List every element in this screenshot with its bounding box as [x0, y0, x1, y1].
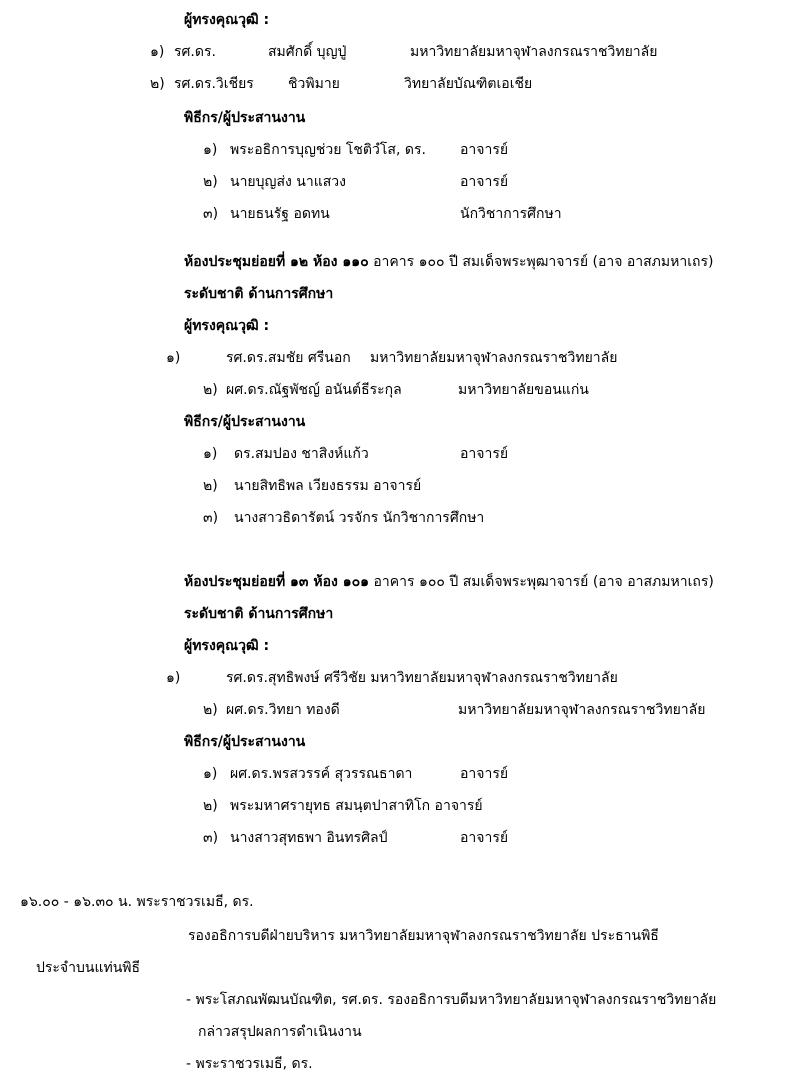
item-number: ๓) — [203, 206, 219, 222]
moderator-text: นายสิทธิพล เวียงธรรม อาจารย์ — [234, 478, 422, 494]
item-number: ๑) — [203, 766, 218, 782]
expert-name: ผศ.ดร.วิทยา ทองดี — [226, 702, 340, 718]
moderator-role: อาจารย์ — [460, 830, 509, 846]
moderator-name: ดร.สมปอง ชาสิงห์แก้ว — [234, 446, 369, 462]
expert-org: วิทยาลัยบัณฑิตเอเชีย — [404, 76, 533, 92]
moderator-name: พระอธิการบุญช่วย โชติวํโส, ดร. — [230, 142, 426, 158]
item-number: ๒) — [150, 76, 165, 92]
experts-heading: ผู้ทรงคุณวุฒิ : — [184, 638, 270, 654]
expert-title: รศ.ดร.วิเชียร — [174, 76, 254, 92]
item-number: ๑) — [166, 350, 181, 366]
item-number: ๑) — [203, 446, 218, 462]
room-line — [184, 252, 713, 272]
item-number: ๑) — [150, 44, 165, 60]
room-location: อาคาร ๑๐๐ ปี สมเด็จพระพุฒาจารย์ (อาจ อาสภมหาเถร) — [368, 254, 714, 270]
item-number: ๓) — [203, 830, 219, 846]
expert-name: รศ.ดร.สุทธิพงษ์ ศรีวิชัย มหาวิทยาลัยมหาจุฬาลงกรณราชวิทยาลัย — [226, 670, 618, 686]
expert-name: รศ.ดร.สมชัย ศรีนอก — [226, 350, 351, 366]
item-number: ๑) — [203, 142, 218, 158]
expert-title: รศ.ดร. — [174, 44, 216, 60]
moderator-text: นางสาวธิดารัตน์ วรจักร นักวิชาการศึกษา — [234, 510, 485, 526]
moderator-role: นักวิชาการศึกษา — [460, 206, 562, 222]
moderator-name: ผศ.ดร.พรสวรรค์ สุวรรณธาดา — [230, 766, 413, 782]
item-number: ๑) — [166, 670, 181, 686]
moderators-heading: พิธีกร/ผู้ประสานงาน — [184, 734, 306, 750]
moderators-heading: พิธีกร/ผู้ประสานงาน — [184, 414, 306, 430]
moderator-name: นายบุญส่ง นาแสวง — [230, 174, 346, 190]
expert-name: สมศักดิ์ บุญปู่ — [268, 44, 347, 60]
item-number: ๒) — [203, 478, 218, 494]
item-number: ๒) — [203, 382, 218, 398]
item-number: ๓) — [203, 510, 219, 526]
room-line — [184, 572, 714, 592]
moderator-role: อาจารย์ — [460, 174, 509, 190]
moderators-heading: พิธีกร/ผู้ประสานงาน — [184, 110, 306, 126]
bullet-continuation: กล่าวสรุปผลการดำเนินงาน — [198, 1024, 362, 1040]
schedule-time-line: ๑๖.๐๐ - ๑๖.๓๐ น. พระราชวรเมธี, ดร. — [20, 894, 254, 910]
item-number: ๒) — [203, 798, 218, 814]
moderator-role: อาจารย์ — [460, 766, 509, 782]
expert-name: ผศ.ดร.ณัฐพัชญ์ อนันต์ธีระกุล — [226, 382, 402, 398]
moderator-name: นางสาวสุทธพา อินทรศิลป์ — [230, 830, 388, 846]
moderator-role: อาจารย์ — [460, 142, 509, 158]
expert-org: มหาวิทยาลัยขอนแก่น — [458, 382, 589, 398]
item-number: ๒) — [203, 702, 218, 718]
expert-org: มหาวิทยาลัยมหาจุฬาลงกรณราชวิทยาลัย — [370, 350, 618, 366]
experts-heading: ผู้ทรงคุณวุฒิ : — [184, 12, 270, 28]
moderator-name: นายธนรัฐ อดทน — [230, 206, 330, 222]
bullet-line: - พระโสภณพัฒนบัณฑิต, รศ.ดร. รองอธิการบดีมหาวิทยาลัยมหาจุฬาลงกรณราชวิทยาลัย — [186, 992, 717, 1008]
room-number: ห้องประชุมย่อยที่ ๑๓ ห้อง ๑๐๑ — [184, 574, 370, 590]
moderator-role: อาจารย์ — [460, 446, 509, 462]
item-number: ๒) — [203, 174, 218, 190]
room-number: ห้องประชุมย่อยที่ ๑๒ ห้อง ๑๑๐ — [184, 254, 369, 270]
expert-name: ชิวพิมาย — [288, 76, 340, 92]
experts-heading: ผู้ทรงคุณวุฒิ : — [184, 318, 270, 334]
moderator-text: พระมหาศรายุทธ สมนฺตปาสาทิโก อาจารย์ — [230, 798, 483, 814]
level-heading: ระดับชาติ ด้านการศึกษา — [184, 286, 334, 302]
level-heading: ระดับชาติ ด้านการศึกษา — [184, 606, 334, 622]
expert-org: มหาวิทยาลัยมหาจุฬาลงกรณราชวิทยาลัย — [458, 702, 706, 718]
chair-role-continuation: ประจำบนแท่นพิธี — [36, 960, 141, 976]
chair-role-line: รองอธิการบดีฝ่ายบริหาร มหาวิทยาลัยมหาจุฬาลงกรณราชวิทยาลัย ประธานพิธี — [188, 928, 659, 944]
expert-org: มหาวิทยาลัยมหาจุฬาลงกรณราชวิทยาลัย — [410, 44, 658, 60]
bullet-line: - พระราชวรเมธี, ดร. — [186, 1056, 313, 1072]
room-location: อาคาร ๑๐๐ ปี สมเด็จพระพุฒาจารย์ (อาจ อาสภมหาเถร) — [369, 574, 714, 590]
